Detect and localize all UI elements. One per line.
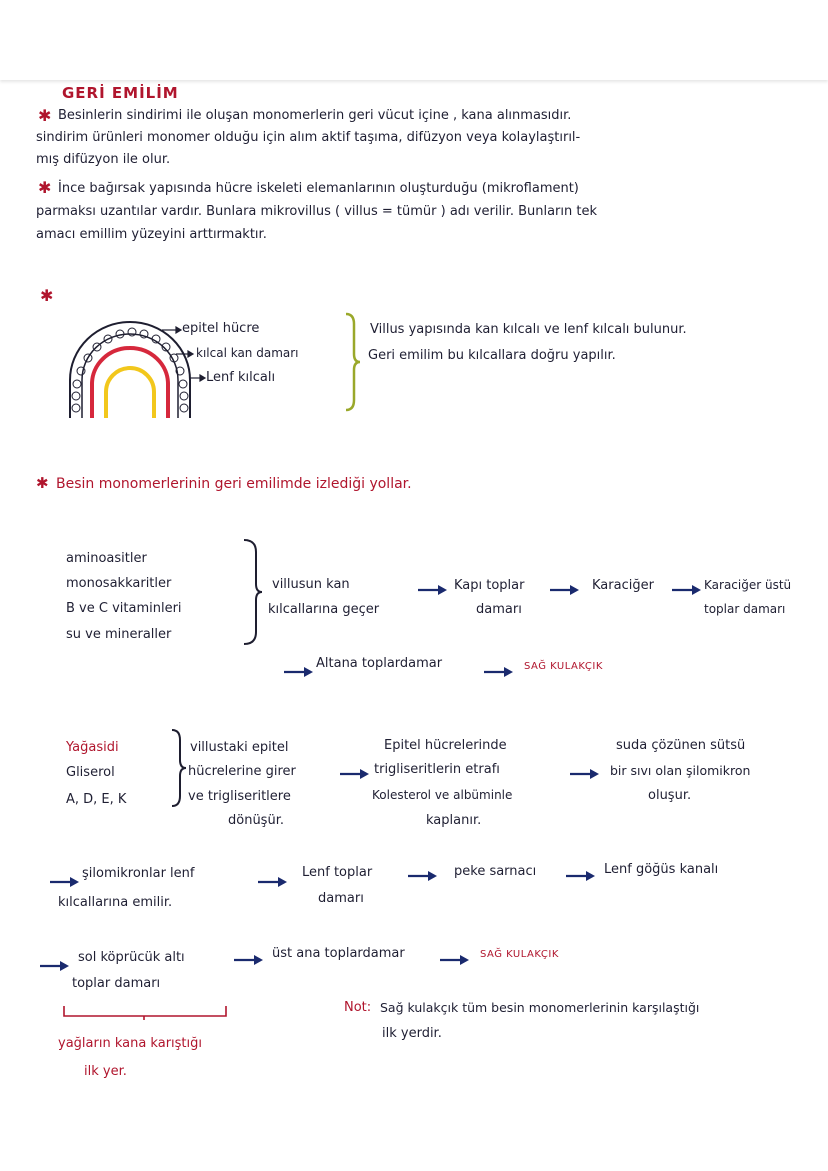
path1-step1: villusun kan <box>272 577 350 592</box>
path2-item: Gliserol <box>66 765 115 780</box>
path3-step1: şilomikronlar lenf <box>82 866 195 881</box>
path4-step1: sol köprücük altı <box>78 950 185 965</box>
path2-item: Yağasidi <box>66 740 119 755</box>
path3-step3: peke sarnacı <box>454 864 537 879</box>
path1-step2: damarı <box>476 602 522 617</box>
arrow-icon <box>50 876 80 888</box>
path2-step3: oluşur. <box>648 788 692 803</box>
path2-step1: hücrelerine girer <box>188 764 296 779</box>
para2-line: parmaksı uzantılar vardır. Bunlara mikrovillus ( villus = tümür ) adı verilir. Bunların tek <box>36 204 598 219</box>
bullet-star: ✱ <box>38 106 52 125</box>
path3-step1: kılcallarına emilir. <box>58 895 173 910</box>
path1-brace <box>240 538 264 648</box>
blood-capillary <box>92 348 168 418</box>
path2-step3: suda çözünen sütsü <box>616 738 746 753</box>
red-bracket <box>62 1004 232 1024</box>
path2-step3: bir sıvı olan şilomikron <box>610 763 751 778</box>
note-label: Not: <box>344 1000 372 1015</box>
bullet-star: ✱ <box>38 178 52 197</box>
villus-note-line: Geri emilim bu kılcallara doğru yapılır. <box>368 348 616 363</box>
path2-step1: dönüşür. <box>228 813 284 828</box>
path1-item: B ve C vitaminleri <box>66 601 182 616</box>
villus-note-line: Villus yapısında kan kılcalı ve lenf kılcalı bulunur. <box>370 322 687 337</box>
para2-line: İnce bağırsak yapısında hücre iskeleti elemanlarının oluşturduğu (mikroflament) <box>58 181 579 196</box>
path2-step2: kaplanır. <box>426 813 482 828</box>
path1-step1: kılcallarına geçer <box>268 602 380 617</box>
bracket-note: yağların kana karıştığı <box>58 1036 202 1051</box>
note-text: Sağ kulakçık tüm besin monomerlerinin karşılaştığı <box>380 1000 700 1015</box>
para2-line: amacı emillim yüzeyini arttırmaktır. <box>36 227 267 242</box>
path4-end: SAĞ KULAKÇIK <box>480 949 559 960</box>
path1-end: SAĞ KULAKÇIK <box>524 661 603 672</box>
para1-line: mış difüzyon ile olur. <box>36 152 171 167</box>
arrow-icon <box>284 666 314 678</box>
path3-step2: damarı <box>318 891 364 906</box>
path2-brace <box>168 728 188 808</box>
path2-step2: Kolesterol ve albüminle <box>372 788 513 802</box>
path2-step2: Epitel hücrelerinde <box>384 738 507 753</box>
arrow-icon <box>566 870 596 882</box>
path1-step3: Karaciğer <box>592 578 654 593</box>
path4-step1: toplar damarı <box>72 976 161 991</box>
bullet-star: ✱ <box>40 286 54 305</box>
para1-line: Besinlerin sindirimi ile oluşan monomerlerin geri vücut içine , kana alınmasıdır. <box>58 108 572 123</box>
path1-item: su ve mineraller <box>66 627 172 642</box>
bracket-note: ilk yer. <box>84 1064 127 1079</box>
lymph-capillary <box>106 368 154 418</box>
path2-step1: ve trigliseritlere <box>188 789 291 804</box>
path3-step4: Lenf göğüs kanalı <box>604 862 719 877</box>
path1-step2: Kapı toplar <box>454 578 525 593</box>
arrow-icon <box>570 768 600 780</box>
arrow-icon <box>418 584 448 596</box>
bullet-star: ✱ <box>36 474 49 492</box>
arrow-icon <box>484 666 514 678</box>
path1-item: aminoasitler <box>66 551 147 566</box>
arrow-icon <box>550 584 580 596</box>
path2-step1: villustaki epitel <box>190 740 289 755</box>
label-kan-kilcali: kılcal kan damarı <box>196 346 299 360</box>
path2-step2: trigliseritlerin etrafı <box>374 762 500 777</box>
label-epitel: epitel hücre <box>182 321 260 336</box>
arrow-icon <box>234 954 264 966</box>
path4-step2: üst ana toplardamar <box>272 946 405 961</box>
arrow-icon <box>408 870 438 882</box>
path2-item: A, D, E, K <box>66 792 127 807</box>
green-brace <box>342 312 362 412</box>
note-text: ilk yerdir. <box>382 1026 442 1041</box>
path1-step4: toplar damarı <box>704 602 786 616</box>
arrow-icon <box>40 960 70 972</box>
arrow-icon <box>258 876 288 888</box>
section-title: Besin monomerlerinin geri emilimde izlediği yollar. <box>56 476 412 492</box>
path1-step5: Altana toplardamar <box>316 656 443 671</box>
page-title: GERİ EMİLİM <box>62 84 179 102</box>
para1-line: sindirim ürünleri monomer olduğu için alım aktif taşıma, difüzyon veya kolaylaştırıl- <box>36 130 581 145</box>
path3-step2: Lenf toplar <box>302 865 373 880</box>
path1-item: monosakkaritler <box>66 576 172 591</box>
arrow-icon <box>440 954 470 966</box>
arrow-icon <box>340 768 370 780</box>
label-lenf-kilcali: Lenf kılcalı <box>206 370 276 385</box>
path1-step4: Karaciğer üstü <box>704 578 792 592</box>
arrow-icon <box>672 584 702 596</box>
page-header-band <box>0 0 828 80</box>
